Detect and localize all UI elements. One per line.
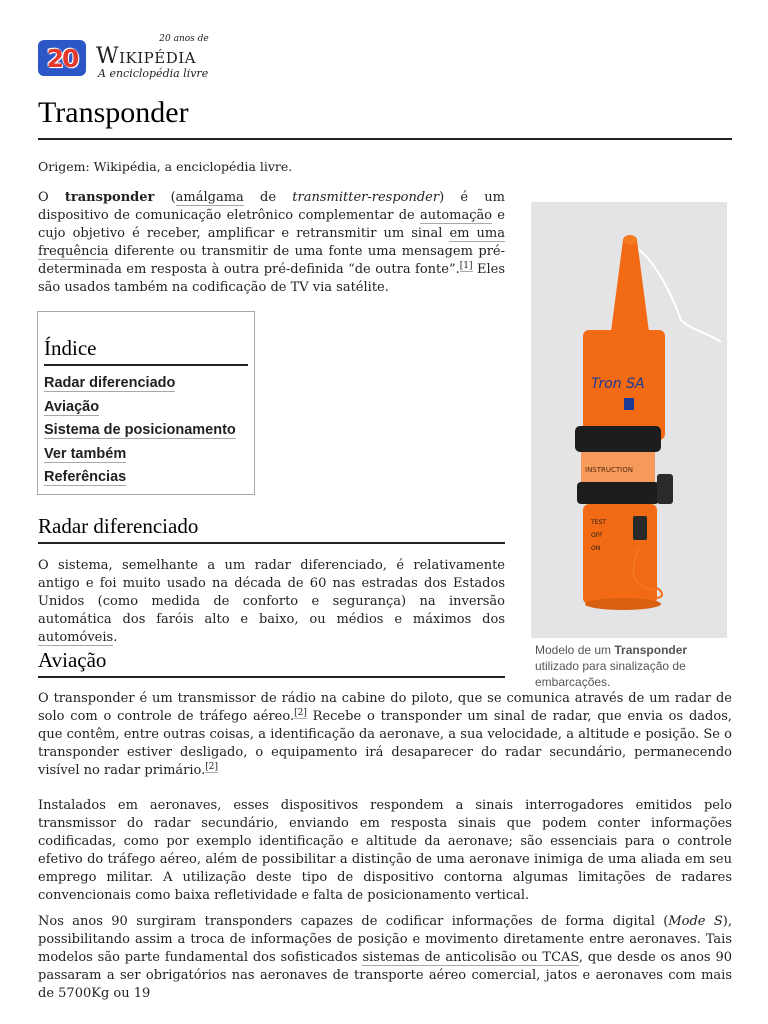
term-transponder: transponder — [64, 190, 155, 205]
toc-item-referencias[interactable]: Referências — [44, 469, 127, 485]
link-tcas[interactable]: sistemas de anticolisão ou TCAS — [362, 950, 579, 965]
aviacao-paragraph-3: Nos anos 90 surgiram transponders capazes de codificar informações de forma digital (Mode S), possibilitando assim a troca de informações de posição e movimento diretamente entre aeronaves. Tais modelos são parte fundamental dos sofisticados sistemas de anticolisão ou TCAS, que desde os anos 90 passaram a ser obrigatórios nas aeronaves de transporte aéreo comercial, jatos e aeronaves com mais de 5700Kg ou 19 — [38, 914, 732, 1001]
logo-wordmark: Wikipédia — [96, 44, 196, 69]
wikipedia-logo[interactable] — [38, 34, 238, 84]
link-amalgama[interactable]: amálgama — [175, 190, 244, 205]
transponder-photo[interactable] — [531, 202, 727, 638]
link-frequencia[interactable]: em uma frequência — [38, 226, 505, 259]
toc-item-radar-diferenciado[interactable]: Radar diferenciado — [44, 375, 176, 391]
heading-divider — [38, 676, 505, 678]
heading-radar-diferenciado: Radar diferenciado — [38, 514, 199, 538]
logo-anniversary-text: 20 anos de — [159, 34, 209, 44]
table-of-contents — [37, 311, 255, 495]
anniversary-badge-icon: 20 — [38, 40, 86, 76]
intro-paragraph: O transponder (amálgama de transmitter-responder) é um dispositivo de comunicação eletrônico complementar de automação e cujo objetivo é receber, amplificar e retransmitir um sinal em uma frequência diferente ou transmitir de uma fonte uma mensagem pré-determinada em resposta à outra pré-definida “de outra fonte”.[1] Eles são usados também na codificação de TV via satélite. — [38, 190, 506, 295]
radar-paragraph: O sistema, semelhante a um radar diferenciado, é relativamente antigo e foi muito usado na década de 60 nas estradas dos Estados Unidos (como medida de conforto e segurança) na inversão automática dos faróis alto e baixo, ou médios e máximos dos automóveis. — [38, 558, 505, 645]
device-brand-text: Tron SA — [591, 376, 645, 392]
link-automacao[interactable]: automação — [419, 208, 493, 223]
page-title: Transponder — [38, 96, 189, 129]
heading-divider — [38, 542, 505, 544]
link-automoveis[interactable]: automóveis — [38, 630, 114, 645]
reference-1[interactable]: [1] — [459, 260, 473, 271]
aviacao-paragraph-2: Instalados em aeronaves, esses dispositivos respondem a sinais interrogadores emitidos pelo transmissor do radar secundário, enviando em resposta sinais que podem conter informações codificadas, como por exemplo identificação e altitude da aeronave; são essenciais para o controle efetivo do tráfego aéreo, além de possibilitar a distinção de uma aeronave inimiga de uma aliada em seu emprego militar. A utilização deste tipo de dispositivo contorna algumas limitações de radares convencionais como baixa refletividade e falta de posicionamento vertical. — [38, 798, 732, 903]
device-instruction-label: INSTRUCTION — [585, 466, 633, 474]
svg-text:TEST: TEST — [591, 519, 606, 526]
toc-title: Índice — [44, 336, 97, 360]
reference-2[interactable]: [2] — [294, 707, 307, 718]
toc-item-sistema-de-posicionamento[interactable]: Sistema de posicionamento — [44, 422, 236, 438]
svg-text:OFF: OFF — [591, 532, 603, 539]
infobox-caption: Modelo de um Transponder utilizado para sinalização de embarcações. — [535, 643, 688, 689]
svg-text:ON: ON — [591, 545, 601, 552]
toc-divider — [44, 364, 248, 366]
heading-aviacao: Aviação — [38, 648, 107, 672]
title-divider — [38, 138, 732, 140]
toc-item-ver-tambem[interactable]: Ver também — [44, 445, 127, 462]
toc-item-aviacao[interactable]: Aviação — [44, 398, 100, 415]
logo-tagline: A enciclopédia livre — [98, 67, 209, 80]
reference-2[interactable]: [2] — [205, 761, 218, 772]
origin-note: Origem: Wikipédia, a enciclopédia livre. — [38, 159, 293, 174]
aviacao-paragraph-1: O transponder é um transmissor de rádio na cabine do piloto, que se comunica através de um radar de solo com o controle de tráfego aéreo.[2] Recebe o transponder um sinal de radar, que envia os dados, que contêm, entre outras coisas, a identificação da aeronave, a sua velocidade, a altitude e posição. Se o transponder estiver desligado, o equipamento irá desaparecer do radar secundário, permanecendo visível no radar primário.[2] — [38, 691, 732, 778]
infobox — [531, 202, 727, 690]
